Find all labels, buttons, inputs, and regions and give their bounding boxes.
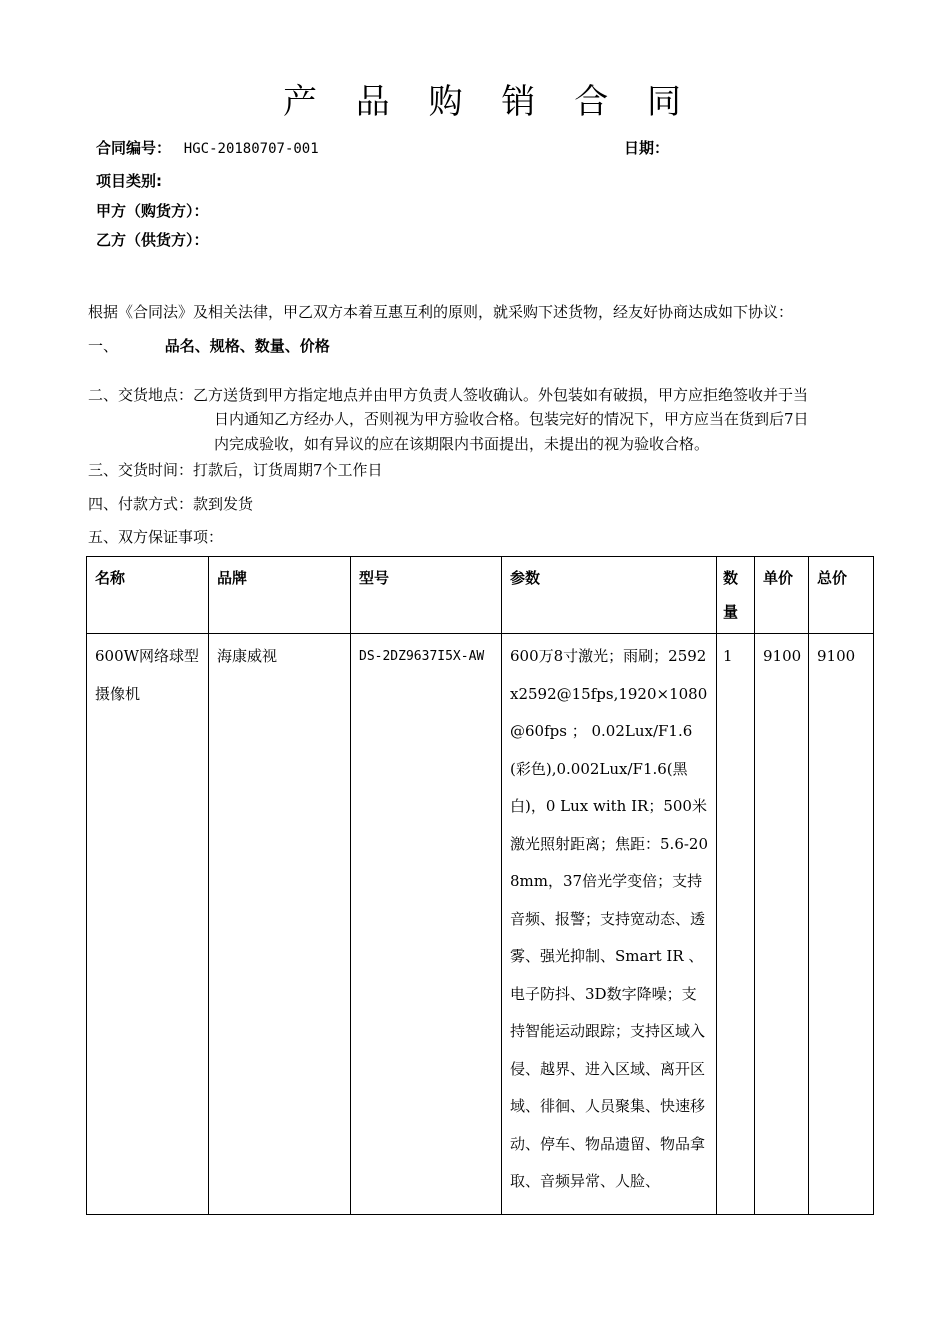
party-b-label: 乙方（供货方）： bbox=[96, 231, 209, 249]
header-brand: 品牌 bbox=[209, 557, 351, 634]
cell-unit-price: 9100 bbox=[755, 634, 809, 1215]
header-name: 名称 bbox=[87, 557, 209, 634]
cell-quantity: 1 bbox=[717, 634, 755, 1215]
document-title: 产 品 购 销 合 同 bbox=[282, 82, 696, 122]
section-2-line-3: 内完成验收，如有异议的应在该期限内书面提出，未提出的视为验收合格。 bbox=[214, 435, 710, 453]
section-1-title: 品名、规格、数量、价格 bbox=[164, 337, 330, 355]
cell-params: 600万8寸激光；雨刷；2592x2592@15fps,1920×1080@60fps ； 0.02Lux/F1.6(彩色),0.002Lux/F1.6(黑白)，0 Lux with IR；500米激光照射距离；焦距：5.6-208mm，37倍光学变倍；支持音频、报警；支持宽动态、透雾、强光抑制、Smart IR 、电子防抖、3D数字降噪；支持智能运动跟踪；支持区域入侵、越界、进入区域、离开区域、徘徊、人员聚集、快速移动、停车、物品遗留、物品拿取、音频异常、人脸、 bbox=[502, 634, 717, 1215]
header-params: 参数 bbox=[502, 557, 717, 634]
section-2-lead: 二、交货地点：乙方送货到甲方指定地点并由甲方负责人签收确认。外包装如有破损，甲方应拒绝签收并于当 bbox=[88, 386, 809, 404]
party-a-label: 甲方（购货方）： bbox=[96, 202, 209, 220]
date-label: 日期： bbox=[624, 139, 670, 157]
cell-name: 600W网络球型摄像机 bbox=[87, 634, 209, 1215]
contract-number-value: HGC-20180707-001 bbox=[183, 141, 319, 157]
section-1-number: 一、 bbox=[88, 337, 119, 355]
table-header-row bbox=[87, 557, 874, 634]
contract-number-row bbox=[96, 137, 319, 158]
section-2-continuation bbox=[214, 407, 874, 457]
section-3: 三、交货时间：打款后，订货周期7个工作日 bbox=[88, 461, 383, 479]
header-quantity: 数量 bbox=[717, 557, 755, 634]
cell-total: 9100 bbox=[809, 634, 874, 1215]
cell-brand: 海康威视 bbox=[209, 634, 351, 1215]
header-model: 型号 bbox=[351, 557, 502, 634]
header-total: 总价 bbox=[809, 557, 874, 634]
section-1-heading bbox=[88, 335, 330, 357]
section-4: 四、付款方式：款到发货 bbox=[88, 495, 254, 513]
header-unit-price: 单价 bbox=[755, 557, 809, 634]
section-5: 五、双方保证事项： bbox=[88, 528, 224, 546]
contract-number-label: 合同编号： bbox=[96, 139, 172, 157]
cell-model: DS-2DZ9637I5X-AW bbox=[351, 634, 502, 1215]
project-type-label: 项目类别: bbox=[96, 172, 162, 190]
table-row bbox=[87, 634, 874, 1215]
intro-paragraph: 根据《合同法》及相关法律，甲乙双方本着互惠互利的原则，就采购下述货物，经友好协商达成如下协议： bbox=[88, 303, 794, 321]
section-2-line-2: 日内通知乙方经办人，否则视为甲方验收合格。包装完好的情况下，甲方应当在货到后7日 bbox=[214, 410, 809, 428]
goods-table bbox=[86, 556, 874, 1215]
